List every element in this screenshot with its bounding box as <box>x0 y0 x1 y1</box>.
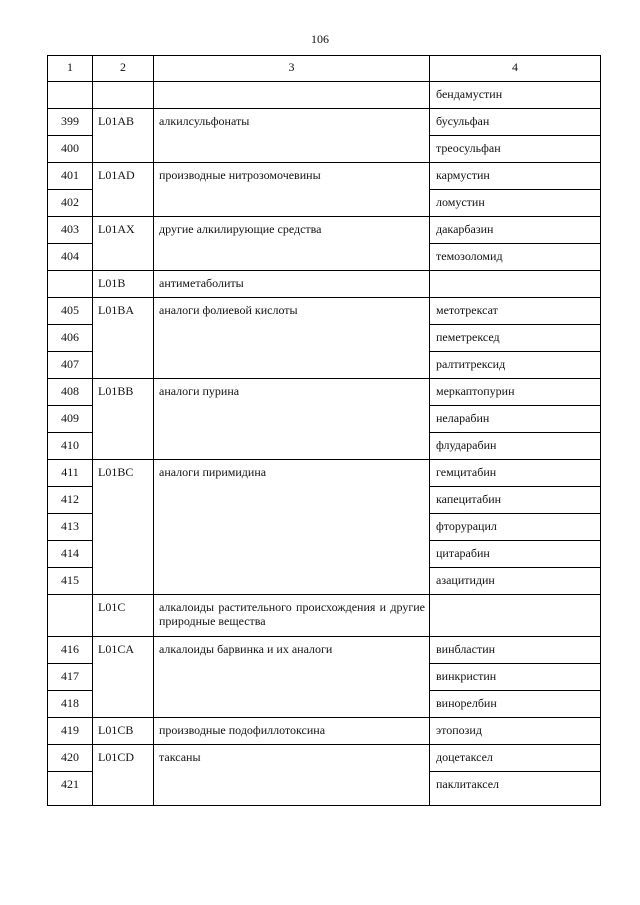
row-number: 400 <box>48 136 93 163</box>
group-name: аналоги фолиевой кислоты <box>154 298 430 379</box>
drug-name: дакарбазин <box>430 217 601 244</box>
table-row <box>48 637 601 664</box>
row-number: 413 <box>48 514 93 541</box>
atc-code: L01B <box>93 271 154 298</box>
row-number: 412 <box>48 487 93 514</box>
drug-name: бусульфан <box>430 109 601 136</box>
table-row <box>48 82 601 109</box>
row-number: 409 <box>48 406 93 433</box>
table-row <box>48 163 601 190</box>
row-number: 418 <box>48 691 93 718</box>
drug-name: гемцитабин <box>430 460 601 487</box>
atc-code: L01AB <box>93 109 154 163</box>
table-row <box>48 718 601 745</box>
row-number: 415 <box>48 568 93 595</box>
group-name: аналоги пиримидина <box>154 460 430 595</box>
drug-name: пеметрексед <box>430 325 601 352</box>
drug-name: бендамустин <box>430 82 601 109</box>
atc-code: L01BB <box>93 379 154 460</box>
atc-code: L01CB <box>93 718 154 745</box>
row-number: 420 <box>48 745 93 772</box>
group-name: алкалоиды растительного происхождения и другие природные вещества <box>154 595 430 637</box>
row-number: 421 <box>48 772 93 806</box>
atc-code <box>93 82 154 109</box>
atc-code: L01C <box>93 595 154 637</box>
row-number: 406 <box>48 325 93 352</box>
atc-code: L01AD <box>93 163 154 217</box>
atc-code: L01BA <box>93 298 154 379</box>
row-number <box>48 595 93 637</box>
drug-classification-table <box>47 55 601 806</box>
drug-name: паклитаксел <box>430 772 601 806</box>
group-name: производные подофиллотоксина <box>154 718 430 745</box>
table-row <box>48 595 601 637</box>
group-name: алкалоиды барвинка и их аналоги <box>154 637 430 718</box>
drug-name: треосульфан <box>430 136 601 163</box>
group-name: алкилсульфонаты <box>154 109 430 163</box>
drug-name: фторурацил <box>430 514 601 541</box>
table-row <box>48 109 601 136</box>
row-number: 410 <box>48 433 93 460</box>
drug-name: этопозид <box>430 718 601 745</box>
row-number: 416 <box>48 637 93 664</box>
row-number: 411 <box>48 460 93 487</box>
row-number: 407 <box>48 352 93 379</box>
drug-name: флударабин <box>430 433 601 460</box>
page-number: 106 <box>311 32 329 46</box>
group-name: антиметаболиты <box>154 271 430 298</box>
drug-name <box>430 595 601 637</box>
group-name: другие алкилирующие средства <box>154 217 430 271</box>
table-row <box>48 217 601 244</box>
table-row <box>48 379 601 406</box>
atc-code: L01CD <box>93 745 154 806</box>
group-name: производные нитрозомочевины <box>154 163 430 217</box>
column-header-2: 2 <box>93 56 154 82</box>
atc-code: L01BC <box>93 460 154 595</box>
drug-name: цитарабин <box>430 541 601 568</box>
row-number: 417 <box>48 664 93 691</box>
drug-name: неларабин <box>430 406 601 433</box>
row-number: 408 <box>48 379 93 406</box>
atc-code: L01CA <box>93 637 154 718</box>
row-number <box>48 271 93 298</box>
header-row <box>48 56 601 82</box>
atc-code: L01AX <box>93 217 154 271</box>
drug-name: капецитабин <box>430 487 601 514</box>
drug-name: кармустин <box>430 163 601 190</box>
group-name <box>154 82 430 109</box>
column-header-3: 3 <box>154 56 430 82</box>
row-number: 404 <box>48 244 93 271</box>
row-number: 414 <box>48 541 93 568</box>
drug-name: доцетаксел <box>430 745 601 772</box>
table-row <box>48 745 601 772</box>
drug-name: ралтитрексид <box>430 352 601 379</box>
row-number: 399 <box>48 109 93 136</box>
group-name: таксаны <box>154 745 430 806</box>
drug-name: азацитидин <box>430 568 601 595</box>
row-number: 405 <box>48 298 93 325</box>
table-row <box>48 460 601 487</box>
column-header-1: 1 <box>48 56 93 82</box>
row-number <box>48 82 93 109</box>
drug-name: меркаптопурин <box>430 379 601 406</box>
row-number: 419 <box>48 718 93 745</box>
table-row <box>48 298 601 325</box>
drug-name <box>430 271 601 298</box>
drug-name: винорелбин <box>430 691 601 718</box>
drug-name: темозоломид <box>430 244 601 271</box>
row-number: 401 <box>48 163 93 190</box>
drug-name: метотрексат <box>430 298 601 325</box>
drug-name: винбластин <box>430 637 601 664</box>
group-name: аналоги пурина <box>154 379 430 460</box>
row-number: 403 <box>48 217 93 244</box>
column-header-4: 4 <box>430 56 601 82</box>
drug-name: ломустин <box>430 190 601 217</box>
table-row <box>48 271 601 298</box>
drug-name: винкристин <box>430 664 601 691</box>
row-number: 402 <box>48 190 93 217</box>
